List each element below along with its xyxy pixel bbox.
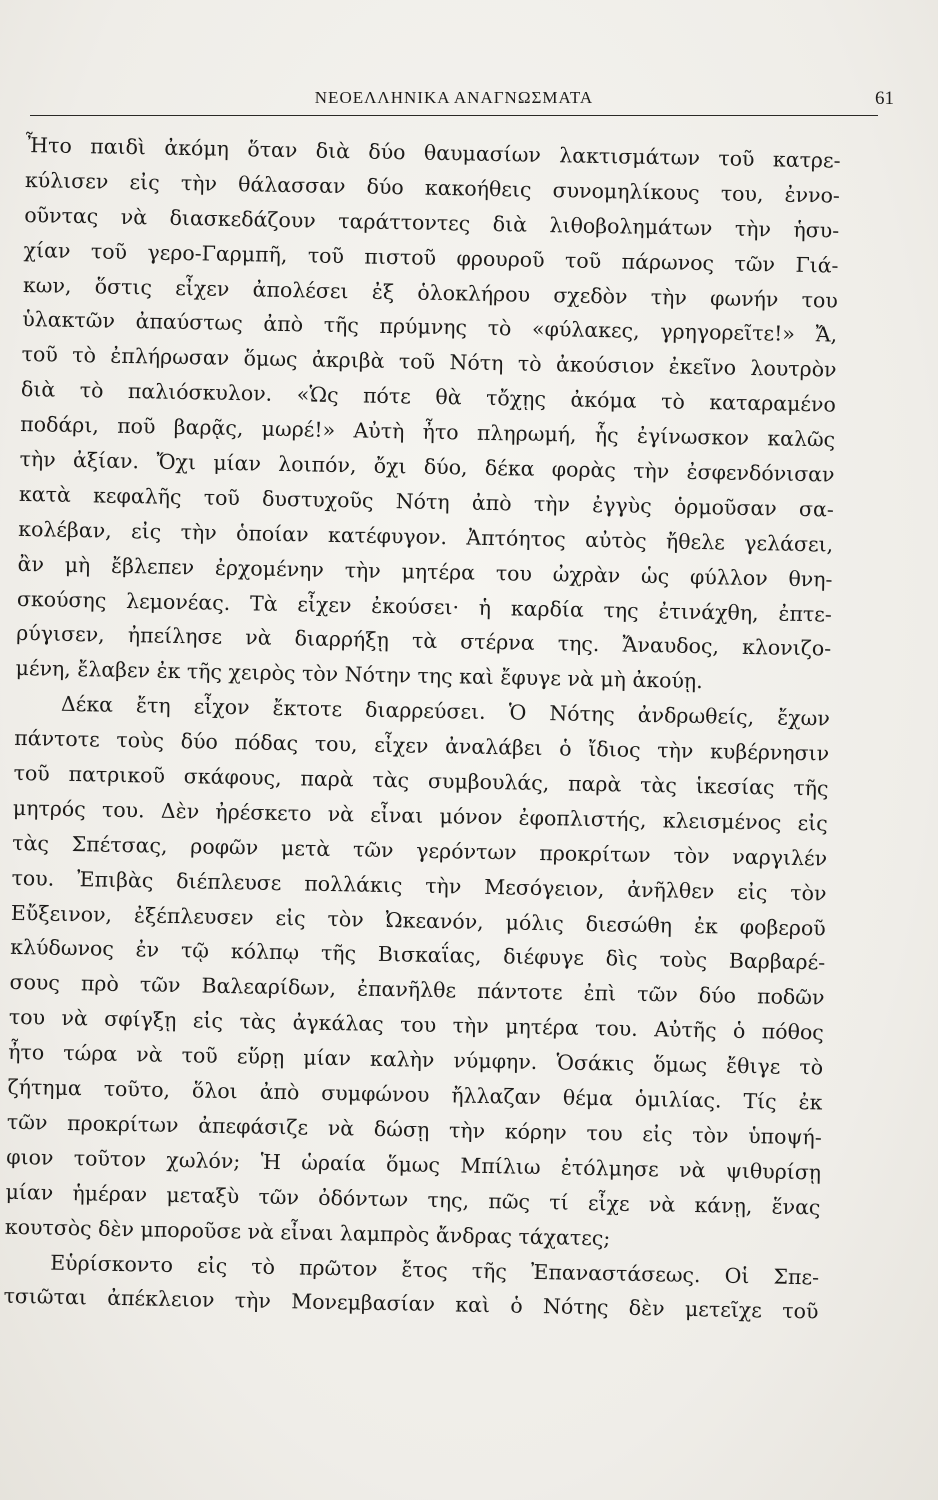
text-line: κολέβαν, εἰς τὴν ὁποίαν κατέφυγον. Ἀπτόητος αὐτὸς ἤθελε γελάσει, bbox=[18, 516, 834, 557]
text-line: Εὔξεινον, ἐξέπλευσεν εἰς τὸν Ὠκεανόν, μόλις διεσώθη ἐκ φοβεροῦ bbox=[10, 900, 827, 941]
text-line: ἦτο τώρα νὰ τοῦ εὕρῃ μίαν καλὴν νύμφην. Ὁσάκις ὅμως ἔθιγε τὸ bbox=[8, 1039, 824, 1080]
text-line: κουτσὸς δὲν μποροῦσε νὰ εἶναι λαμπρὸς ἄνδρας τάχατες; bbox=[4, 1214, 611, 1251]
text-line: του. Ἐπιβὰς διέπλευσε πολλάκις τὴν Μεσόγειον, ἀνῆλθεν εἰς τὸν bbox=[11, 865, 827, 906]
text-line: πάντοτε τοὺς δύο πόδας του, εἶχεν ἀναλάβει ὁ ἴδιος τὴν κυβέρνησιν bbox=[14, 726, 830, 766]
text-line: σους πρὸ τῶν Βαλεαρίδων, ἐπανῆλθε πάντοτε ἐπὶ τῶν δύο ποδῶν bbox=[9, 970, 825, 1010]
text-line: μητρός του. Δὲν ἠρέσκετο νὰ εἶναι μόνον ἐφοπλιστής, κλεισμένος εἰς bbox=[12, 795, 829, 836]
page-header bbox=[30, 86, 894, 110]
text-line: κλύδωνος ἐν τῷ κόλπῳ τῆς Βισκαΐας, διέφυγε δὶς τοὺς Βαρβαρέ- bbox=[10, 935, 826, 975]
text-line: Εὑρίσκοντο εἰς τὸ πρῶτον ἔτος τῆς Ἐπαναστάσεως. Οἱ Σπε- bbox=[50, 1250, 820, 1289]
page-number: 61 bbox=[875, 88, 894, 109]
text-line: τὰς Σπέτσας, ροφῶν μετὰ τῶν γερόντων προκρίτων τὸν ναργιλέν bbox=[12, 830, 828, 871]
text-line: οῦντας νὰ διασκεδάζουν ταράττοντες διὰ λιθοβολημάτων τὴν ἡσυ- bbox=[24, 202, 840, 243]
text-line: Δέκα ἔτη εἶχον ἔκτοτε διαρρεύσει. Ὁ Νότης ἀνδρωθείς, ἔχων bbox=[60, 692, 831, 731]
text-line: κων, ὅστις εἶχεν ἀπολέσει ἐξ ὁλοκλήρου σχεδὸν τὴν φωνήν του bbox=[22, 272, 839, 313]
text-line: ὑλακτῶν ἀπαύστως ἀπὸ τῆς πρύμνης τὸ «φύλακες, γρηγορεῖτε!» Ἄ, bbox=[22, 307, 838, 348]
text-line: τῶν προκρίτων ἀπεφάσιζε νὰ δώσῃ τὴν κόρην του εἰς τὸν ὑποψή- bbox=[6, 1109, 822, 1150]
text-line: μίαν ἡμέραν μεταξὺ τῶν ὀδόντων της, πῶς τί εἶχε νὰ κάνῃ, ἕνας bbox=[5, 1179, 821, 1220]
text-line: φιον τοῦτον χωλόν; Ἡ ὡραία ὅμως Μπίλιω ἐτόλμησε νὰ ψιθυρίσῃ bbox=[6, 1144, 822, 1185]
text-line: τοῦ τὸ ἐπλήρωσαν ὅμως ἀκριβὰ τοῦ Νότη τὸ ἀκούσιον ἐκεῖνο λουτρὸν bbox=[21, 342, 837, 382]
text-line: σκούσης λεμονέας. Τὰ εἶχεν ἐκούσει· ἡ καρδία της ἐτινάχθη, ἐπτε- bbox=[16, 586, 833, 627]
text-line: τσιῶται ἀπέκλειον τὴν Μονεμβασίαν καὶ ὁ Νότης δὲν μετεῖχε τοῦ bbox=[3, 1284, 819, 1324]
text-line: χίαν τοῦ γερο-Γαρμπῆ, τοῦ πιστοῦ φρουροῦ τοῦ πάρωνος τῶν Γιά- bbox=[23, 237, 839, 278]
text-line: μένη, ἔλαβεν ἐκ τῆς χειρὸς τὸν Νότην της καὶ ἔφυγε νὰ μὴ ἀκούῃ. bbox=[15, 656, 703, 694]
text-line: κύλισεν εἰς τὴν θάλασσαν δύο κακοήθεις συνομηλίκους του, ἐννο- bbox=[24, 167, 841, 208]
text-line: Ἦτο παιδὶ ἀκόμη ὅταν διὰ δύο θαυμασίων λακτισμάτων τοῦ κατρε- bbox=[25, 132, 841, 173]
text-line: διὰ τὸ παλιόσκυλον. «Ὡς πότε θὰ τὄχῃς ἀκόμα τὸ καταραμένο bbox=[20, 377, 837, 417]
running-title: ΝΕΟΕΛΛΗΝΙΚΑ ΑΝΑΓΝΩΣΜΑΤΑ bbox=[314, 88, 594, 107]
text-line: ρύγισεν, ἠπείλησε νὰ διαρρήξῃ τὰ στέρνα της. Ἄναυδος, κλονιζο- bbox=[16, 621, 832, 662]
text-line: τοῦ πατρικοῦ σκάφους, παρὰ τὰς συμβουλάς, παρὰ τὰς ἱκεσίας τῆς bbox=[13, 760, 829, 801]
text-line: τὴν ἀξίαν. Ὄχι μίαν λοιπόν, ὄχι δύο, δέκα φορὰς τὴν ἐσφενδόνισαν bbox=[19, 446, 835, 487]
header-rule bbox=[30, 115, 878, 116]
text-line: ζήτημα τοῦτο, ὅλοι ἀπὸ συμφώνου ἤλλαζαν θέμα ὁμιλίας. Τίς ἐκ bbox=[7, 1074, 823, 1115]
text-line: του νὰ σφίγξῃ εἰς τὰς ἀγκάλας του τὴν μητέρα του. Αὐτῆς ὁ πόθος bbox=[8, 1005, 825, 1045]
body-text bbox=[3, 128, 841, 1330]
text-line: κατὰ κεφαλῆς τοῦ δυστυχοῦς Νότη ἀπὸ τὴν ἐγγὺς ὁρμοῦσαν σα- bbox=[18, 481, 835, 522]
text-line: ἂν μὴ ἔβλεπεν ἐρχομένην τὴν μητέρα του ὠχρὰν ὡς φύλλον θνη- bbox=[17, 551, 833, 592]
text-line: ποδάρι, ποῦ βαρᾷς, μωρέ!» Αὐτὴ ἦτο πληρωμή, ἧς ἐγίνωσκον καλῶς bbox=[20, 412, 836, 452]
